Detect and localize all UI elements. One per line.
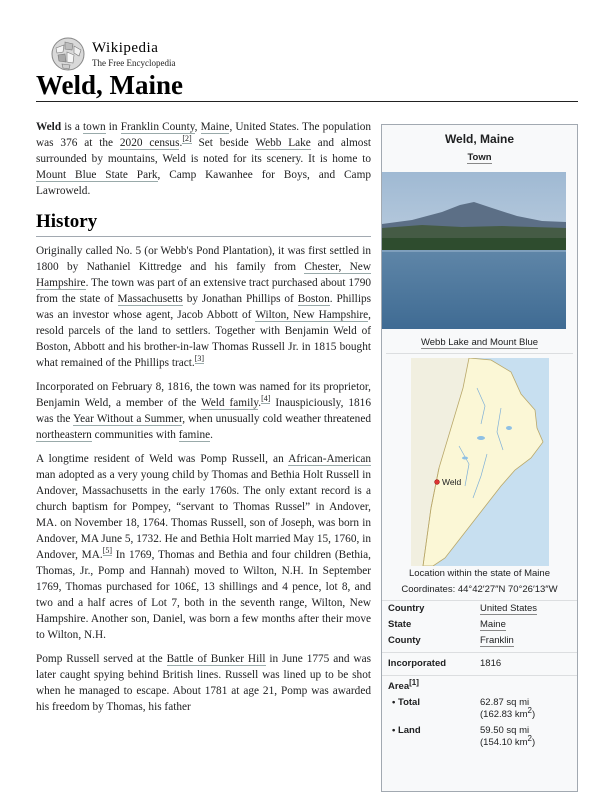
- link-wilton-nh[interactable]: Wilton, New Hampshire: [255, 309, 369, 321]
- link-weld-family[interactable]: Weld family: [201, 397, 259, 409]
- link-battle-of-bunker-hill[interactable]: Battle of Bunker Hill: [166, 653, 266, 665]
- infobox-title: Weld, Maine: [444, 132, 515, 146]
- coordinates[interactable]: Coordinates: 44°42′27″N 70°26′13″W: [401, 584, 558, 595]
- citation-ref[interactable]: [1]: [409, 677, 419, 687]
- link-massachusetts[interactable]: Massachusetts: [117, 293, 183, 305]
- infobox-row-country: Country United States: [388, 603, 538, 614]
- history-paragraph-4: Pomp Russell served at the Battle of Bunker Hill in June 1775 and was later caught spying behind British lines. Russell was lined up to be shot when he managed to escape. About 1781 at age 21, Pomp was awarded his freedom by Thomas, his father: [36, 653, 371, 713]
- link-year-without-a-summer[interactable]: Year Without a Summer: [73, 413, 183, 425]
- history-paragraph-1: Originally called No. 5 (or Webb's Pond Plantation), it was first settled in 1800 by Nathaniel Kittredge and his family from Chester, New Hampshire. The town was part of an extensive tract purchased about 1790 from the state of Massachusetts by Jonathan Phillips of Boston. Phillips was an investor whose agent, Jacob Abbott of Wilton, New Hampshire, resold parcels of the land to settlers. Together with Benjamin Weld of Boston, Abbott and his brother-in-law Thomas Russell Jr. in 1815 bought what remained of the Phillips tract.[3]: [36, 245, 371, 369]
- webb-lake-photo[interactable]: [382, 172, 566, 329]
- wikipedia-globe-icon: [50, 36, 86, 72]
- link-chester-nh[interactable]: Chester, New Hampshire: [36, 261, 371, 289]
- citation-ref[interactable]: [5]: [102, 546, 113, 556]
- citation-ref[interactable]: [4]: [261, 394, 271, 404]
- link-town[interactable]: town: [83, 121, 106, 133]
- logo-tagline: The Free Encyclopedia: [92, 57, 176, 68]
- intro-paragraph: Weld is a town in Franklin County, Maine, United States. The population was 376 at the 2020 census.[2] Set beside Webb Lake and almost surrounded by mountains, Weld is noted for its scenery. It is home to Mount Blue State Park, Camp Kawanhee for Boys, and Camp Lawroweld.: [36, 121, 372, 197]
- link-county[interactable]: Franklin: [480, 635, 514, 646]
- link-mount-blue-caption[interactable]: Mount Blue: [489, 337, 539, 348]
- link-webb-lake[interactable]: Webb Lake: [255, 137, 311, 149]
- infobox-row-incorporated: Incorporated 1816: [382, 652, 577, 672]
- history-paragraph-2: Incorporated on February 8, 1816, the town was named for its proprietor, Benjamin Weld, a member of the Weld family.[4] Inauspiciously, 1816 was the Year Without a Summer, when unusually cold weather threatened northeastern communities with famine.: [36, 381, 371, 441]
- infobox-row-state: State Maine: [388, 619, 506, 630]
- link-country[interactable]: United States: [480, 603, 538, 614]
- infobox-divider: [386, 353, 573, 354]
- link-northeastern[interactable]: northeastern: [36, 429, 92, 441]
- link-state[interactable]: Maine: [480, 619, 506, 630]
- link-famine[interactable]: famine: [178, 429, 211, 441]
- infobox-table: [382, 600, 577, 751]
- article-body: [36, 119, 371, 723]
- page-title: Weld, Maine: [36, 70, 183, 100]
- link-mount-blue-state-park[interactable]: Mount Blue State Park: [36, 169, 158, 181]
- infobox-row-land-area: • Land 59.50 sq mi (154.10 $km^2$): [392, 725, 536, 748]
- history-heading: History: [36, 210, 371, 237]
- link-boston[interactable]: Boston: [297, 293, 330, 305]
- citation-ref[interactable]: [3]: [194, 354, 205, 364]
- map-caption: Location within the state of Maine: [408, 568, 550, 579]
- citation-ref[interactable]: [2]: [182, 134, 192, 144]
- photo-caption: Webb Lake and Mount Blue: [420, 337, 539, 348]
- link-franklin-county[interactable]: Franklin County: [120, 121, 195, 133]
- infobox-row-area: Area[1]: [382, 675, 577, 695]
- maine-locator-map[interactable]: [411, 358, 549, 566]
- link-maine[interactable]: Maine: [200, 121, 230, 133]
- link-2020-census[interactable]: 2020 census: [119, 137, 180, 149]
- infobox-row-total-area: • Total 62.87 sq mi (162.83 $km^2$): [392, 697, 536, 720]
- title-divider: [36, 101, 578, 102]
- link-webb-lake-caption[interactable]: Webb Lake: [420, 337, 469, 348]
- infobox-subtitle[interactable]: Town: [467, 152, 492, 163]
- logo-wordmark: Wikipedia: [92, 39, 159, 56]
- link-african-american[interactable]: African-American: [288, 453, 371, 465]
- infobox: [381, 124, 578, 792]
- history-paragraph-3: A longtime resident of Weld was Pomp Russell, an African-American man adopted as a very young child by Thomas and Bethia Holt Russell in Andover, Massachusetts in the early 1760s. The only extant record is a church baptism for Pompey, “servant to Thomas Russel” in Andover, MA. on November 18, 1764. Thomas Russell, son of Joseph, was born in Andover, MA June 5, 1732. He and Bethia Holt married May 15, 1760, in Andover, MA.[5] In 1769, Thomas and Bethia and four children (Bethia, Thomas, Jr., Pomp and Hannah) moved to Wilton, N.H. In September 1769, Thomas purchased for 106£, 13 shillings and 4 pence, lot 8, and two and a half acres of Lot 7, both in the seventh range, Wilton, New Hampshire. Another son, Daniel, was born a few months after their move to Wilton, N.H.: [36, 453, 371, 641]
- infobox-row-county: County Franklin: [388, 635, 514, 646]
- map-marker-label: Weld: [441, 477, 461, 487]
- wikipedia-logo[interactable]: [50, 36, 175, 72]
- weld-location-marker: [434, 480, 439, 485]
